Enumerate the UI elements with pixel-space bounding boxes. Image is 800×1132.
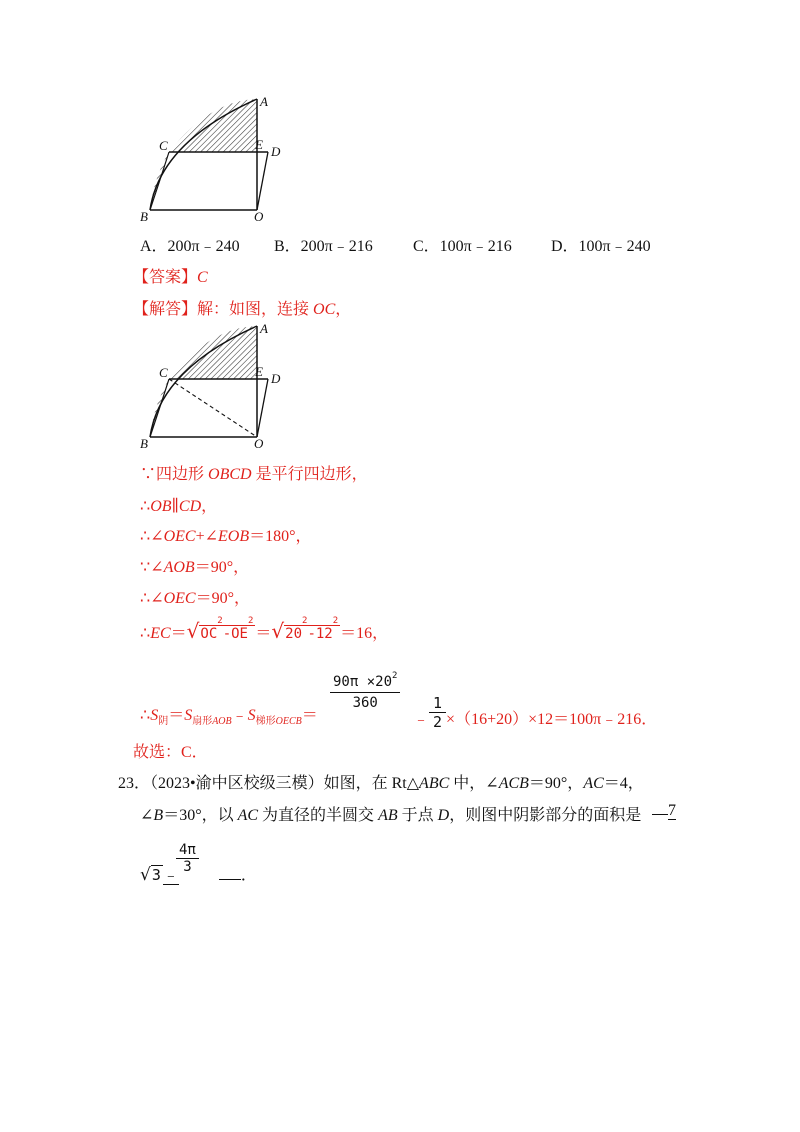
radical-icon: √ xyxy=(186,619,200,643)
question-text: （2023•渝中区校级三模）如图，在 xyxy=(150,775,392,792)
question-end: ． xyxy=(240,867,257,884)
step-var: OB xyxy=(150,498,172,515)
figure-2-diagram xyxy=(130,318,300,452)
sector-fraction xyxy=(330,671,400,711)
step-var: CD xyxy=(178,498,202,515)
option-b: B．200π﹣216 xyxy=(274,238,373,255)
step-text: 是平行四边形， xyxy=(251,466,368,483)
equals: ＝ xyxy=(255,625,272,642)
therefore-symbol: ∴ xyxy=(140,707,151,724)
answer-tag: 【答案】 xyxy=(133,269,198,286)
option-a: A．200π﹣240 xyxy=(140,238,240,255)
option-c: C．100π﹣216 xyxy=(413,238,512,255)
question-23-line-2 xyxy=(140,802,641,825)
label-c: C xyxy=(159,365,168,380)
therefore-symbol: ∴ xyxy=(140,528,151,545)
step-text: ， xyxy=(201,498,218,515)
label-d: D xyxy=(271,144,281,159)
subscript: 阴 xyxy=(158,716,169,727)
question-text: ＝30°，以 xyxy=(163,807,238,824)
fraction-denominator: 2 xyxy=(429,712,446,731)
s-var: S xyxy=(150,707,159,724)
solution-tag: 【解答】 xyxy=(133,301,198,318)
solution-intro-var: OC xyxy=(313,301,336,318)
question-23-answer-line xyxy=(140,862,257,885)
term: 20 xyxy=(285,626,303,642)
step-text: ＝90°， xyxy=(194,559,250,576)
area-equation xyxy=(140,702,318,725)
step-var: OBCD xyxy=(208,466,252,483)
label-b: B xyxy=(140,209,148,224)
equals: ＝ xyxy=(170,625,187,642)
question-text: Rt△ xyxy=(391,775,420,792)
answer-digit: 7 xyxy=(668,802,676,819)
therefore-symbol: ∴ xyxy=(140,590,151,607)
step-var: OEC xyxy=(163,528,196,545)
because-symbol: ∵ xyxy=(140,466,157,483)
step-var: OEC xyxy=(163,590,196,607)
step-text: ∠ xyxy=(150,559,164,576)
solution-intro-suffix: ， xyxy=(335,301,352,318)
question-var: AC xyxy=(583,775,604,792)
radicand: 3 xyxy=(151,866,161,884)
answer-blank-start xyxy=(652,802,676,820)
step-var: AOB xyxy=(163,559,195,576)
solution-step-4 xyxy=(140,554,249,577)
area-tail-text: ×（16+20）×12＝100π﹣216． xyxy=(446,711,658,729)
parallel-symbol: ∥ xyxy=(171,498,179,515)
s-var: S xyxy=(184,707,193,724)
answer-value: C xyxy=(197,269,208,286)
solution-step-2 xyxy=(140,493,217,516)
label-e: E xyxy=(255,137,263,152)
label-o: O xyxy=(254,209,264,224)
question-var: D xyxy=(437,807,450,824)
step-text: 四边形 xyxy=(156,466,209,483)
fraction-denominator: 360 xyxy=(352,695,378,711)
subscript: AOB xyxy=(212,716,232,727)
exponent: 2 xyxy=(247,616,254,626)
option-d: D．100π﹣240 xyxy=(551,238,651,255)
question-23-line-1 xyxy=(118,770,644,793)
radicand-1 xyxy=(199,616,255,642)
step-text: ∠ xyxy=(150,528,164,545)
question-var: ACB xyxy=(498,775,529,792)
question-text: 于点 xyxy=(397,807,438,824)
subscript: 扇形 xyxy=(192,716,213,727)
question-var: B xyxy=(153,807,164,824)
figure-1-diagram xyxy=(130,92,300,224)
question-var: AC xyxy=(237,807,259,824)
exponent: 2 xyxy=(217,616,223,626)
therefore-symbol: ∴ xyxy=(140,498,151,515)
therefore-symbol: ∴ xyxy=(140,625,151,642)
exponent: 2 xyxy=(302,616,308,626)
solution-step-5 xyxy=(140,585,250,608)
radicand-2 xyxy=(284,616,340,642)
label-c: C xyxy=(159,138,168,153)
label-e: E xyxy=(255,364,263,379)
subscript: OECB xyxy=(275,716,302,727)
fraction-numerator: 1 xyxy=(433,694,443,712)
question-text: 为直径的半圆交 xyxy=(258,807,379,824)
label-d: D xyxy=(271,371,281,386)
ec-equation xyxy=(140,616,389,643)
question-text: 中，∠ xyxy=(449,775,499,792)
question-var: ABC xyxy=(419,775,450,792)
area-tail xyxy=(413,694,658,739)
minus: ﹣ xyxy=(231,707,248,724)
label-a: A xyxy=(260,321,268,336)
fraction-denominator: 3 xyxy=(183,859,192,875)
solution-intro xyxy=(133,296,351,319)
question-text: ∠ xyxy=(140,807,154,824)
half-fraction xyxy=(429,694,446,731)
term: -OE xyxy=(222,626,248,642)
answer-line xyxy=(133,264,208,287)
question-text: ＝4， xyxy=(603,775,644,792)
solution-step-1 xyxy=(140,461,368,484)
fraction-numerator: 90π ×20 xyxy=(333,674,393,690)
radical-icon: √ xyxy=(140,865,151,885)
minus: ﹣ xyxy=(413,711,430,729)
s-var: S xyxy=(247,707,256,724)
equals: ＝ xyxy=(168,707,185,724)
question-number: 23． xyxy=(118,775,151,792)
label-b: B xyxy=(140,436,148,451)
exponent: 2 xyxy=(392,671,398,681)
label-a: A xyxy=(260,94,268,109)
solution-step-3 xyxy=(140,523,312,546)
step-text: ＝180°， xyxy=(249,528,312,545)
step-var: EOB xyxy=(218,528,250,545)
ec-var: EC xyxy=(150,625,171,642)
step-text: ∠ xyxy=(150,590,164,607)
ec-result: ＝16， xyxy=(340,625,389,642)
subscript: 梯形 xyxy=(255,716,276,727)
step-text: +∠ xyxy=(195,528,219,545)
equals: ＝ xyxy=(301,707,318,724)
term: -12 xyxy=(307,626,333,642)
because-symbol: ∵ xyxy=(140,559,151,576)
exponent: 2 xyxy=(332,616,339,626)
solution-intro-text: 解：如图，连接 xyxy=(197,301,314,318)
conclusion: 故选：C． xyxy=(133,744,208,761)
question-var: AB xyxy=(378,807,398,824)
step-text: ＝90°， xyxy=(195,590,250,607)
term: OC xyxy=(200,626,218,642)
label-o: O xyxy=(254,436,264,451)
fraction-numerator: 4π xyxy=(176,842,199,859)
question-text: ，则图中阴影部分的面积是 xyxy=(449,807,642,824)
radical-icon: √ xyxy=(271,619,285,643)
answer-minus: ﹣ xyxy=(162,867,179,884)
question-text: ＝90°， xyxy=(528,775,584,792)
